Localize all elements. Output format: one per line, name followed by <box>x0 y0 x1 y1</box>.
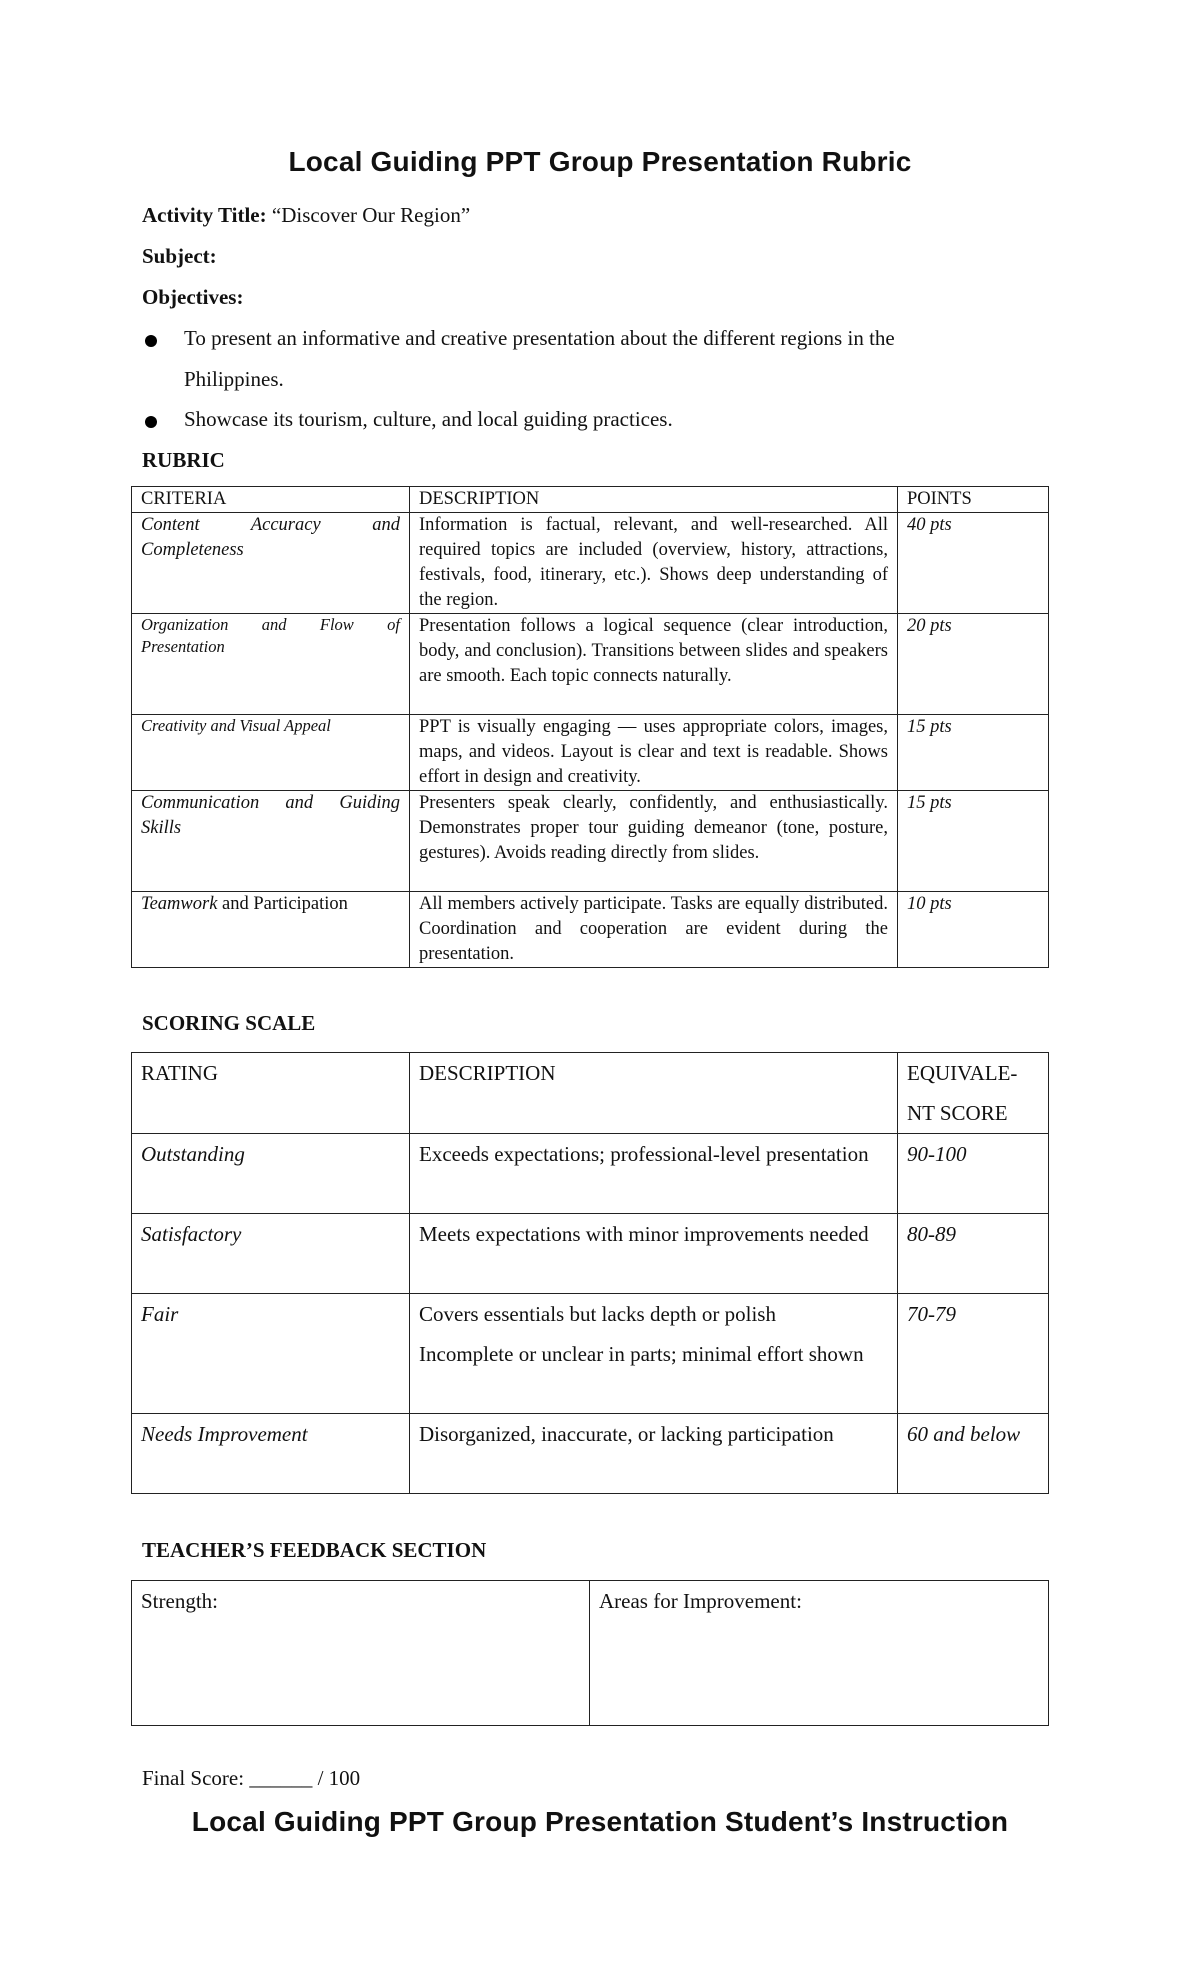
subject-label: Subject: <box>142 244 217 268</box>
description-cell: Exceeds expectations; professional-level presentation <box>410 1134 898 1214</box>
score-cell: 60 and below <box>898 1414 1049 1494</box>
rating-cell: Outstanding <box>132 1134 410 1214</box>
feedback-row <box>132 1581 1049 1726</box>
description-cell: Meets expectations with minor improvements needed <box>410 1214 898 1294</box>
objective-text: Showcase its tourism, culture, and local guiding practices. <box>184 407 673 431</box>
rubric-table <box>131 486 1049 968</box>
objective-text: Philippines. <box>184 367 284 391</box>
activity-title-label: Activity Title: <box>142 203 267 227</box>
table-row <box>132 1294 1049 1414</box>
rating-cell: Satisfactory <box>132 1214 410 1294</box>
rubric-header-description: DESCRIPTION <box>410 487 898 513</box>
scoring-table <box>131 1052 1049 1494</box>
rubric-header-points: POINTS <box>898 487 1049 513</box>
table-row <box>132 1214 1049 1294</box>
activity-title-value: “Discover Our Region” <box>271 203 471 227</box>
areas-for-improvement-cell: Areas for Improvement: <box>590 1581 1049 1726</box>
criteria-italic: Teamwork <box>141 894 218 914</box>
document-title: Local Guiding PPT Group Presentation Rubric <box>288 146 912 177</box>
bullet-icon <box>145 416 157 428</box>
criteria-rest: and Participation <box>217 894 348 914</box>
scoring-header-score: EQUIVALE- NT SCORE <box>898 1053 1049 1134</box>
criteria-cell: Creativity and Visual Appeal <box>132 715 410 791</box>
table-row <box>132 513 1049 614</box>
points-cell: 10 pts <box>898 892 1049 968</box>
rubric-header-criteria: CRITERIA <box>132 487 410 513</box>
points-cell: 20 pts <box>898 614 1049 715</box>
points-cell: 15 pts <box>898 715 1049 791</box>
scoring-header-rating: RATING <box>132 1053 410 1134</box>
student-instruction-title: Local Guiding PPT Group Presentation Student’s Instruction <box>191 1806 1009 1837</box>
table-row <box>132 1414 1049 1494</box>
criteria-cell: Content Accuracy and Completeness <box>132 513 410 614</box>
rubric-header-row <box>132 487 1049 513</box>
score-cell: 90-100 <box>898 1134 1049 1214</box>
criteria-cell: Communication and Guiding Skills <box>132 791 410 892</box>
objectives-label: Objectives: <box>142 285 244 309</box>
description-cell: PPT is visually engaging — uses appropriate colors, images, maps, and videos. Layout is clear and text is readable. Shows effort in design and creativity. <box>410 715 898 791</box>
points-cell: 40 pts <box>898 513 1049 614</box>
criteria-cell: Organization and Flow of Presentation <box>132 614 410 715</box>
description-cell: Presentation follows a logical sequence (clear introduction, body, and conclusion). Transitions between slides and speakers are smooth. Each topic connects naturally. <box>410 614 898 715</box>
feedback-table <box>131 1580 1049 1726</box>
scoring-scale-heading: SCORING SCALE <box>142 1011 316 1035</box>
strength-cell: Strength: <box>132 1581 590 1726</box>
score-cell: 80-89 <box>898 1214 1049 1294</box>
description-cell: Information is factual, relevant, and well-researched. All required topics are included (overview, history, attractions, festivals, food, itinerary, etc.). Shows deep understanding of the region. <box>410 513 898 614</box>
rating-cell: Needs Improvement <box>132 1414 410 1494</box>
criteria-cell <box>132 892 410 968</box>
rating-cell: Fair <box>132 1294 410 1414</box>
bullet-icon <box>145 335 157 347</box>
table-row <box>132 715 1049 791</box>
table-row <box>132 614 1049 715</box>
subject-line <box>142 244 217 269</box>
scoring-header-row <box>132 1053 1049 1134</box>
final-score: Final Score: ______ / 100 <box>142 1766 361 1790</box>
points-cell: 15 pts <box>898 791 1049 892</box>
score-cell: 70-79 <box>898 1294 1049 1414</box>
description-cell: All members actively participate. Tasks are equally distributed. Coordination and cooperation are evident during the presentation. <box>410 892 898 968</box>
description-cell: Presenters speak clearly, confidently, and enthusiastically. Demonstrates proper tour guiding demeanor (tone, posture, gestures). Avoids reading directly from slides. <box>410 791 898 892</box>
table-row <box>132 892 1049 968</box>
description-cell: Disorganized, inaccurate, or lacking participation <box>410 1414 898 1494</box>
activity-title-line <box>142 203 470 228</box>
feedback-heading: TEACHER’S FEEDBACK SECTION <box>142 1538 487 1562</box>
scoring-header-description: DESCRIPTION <box>410 1053 898 1134</box>
description-cell: Covers essentials but lacks depth or polish Incomplete or unclear in parts; minimal effort shown <box>410 1294 898 1414</box>
rubric-heading: RUBRIC <box>142 448 225 472</box>
table-row <box>132 1134 1049 1214</box>
objective-text: To present an informative and creative presentation about the different regions in the <box>184 326 895 350</box>
table-row <box>132 791 1049 892</box>
